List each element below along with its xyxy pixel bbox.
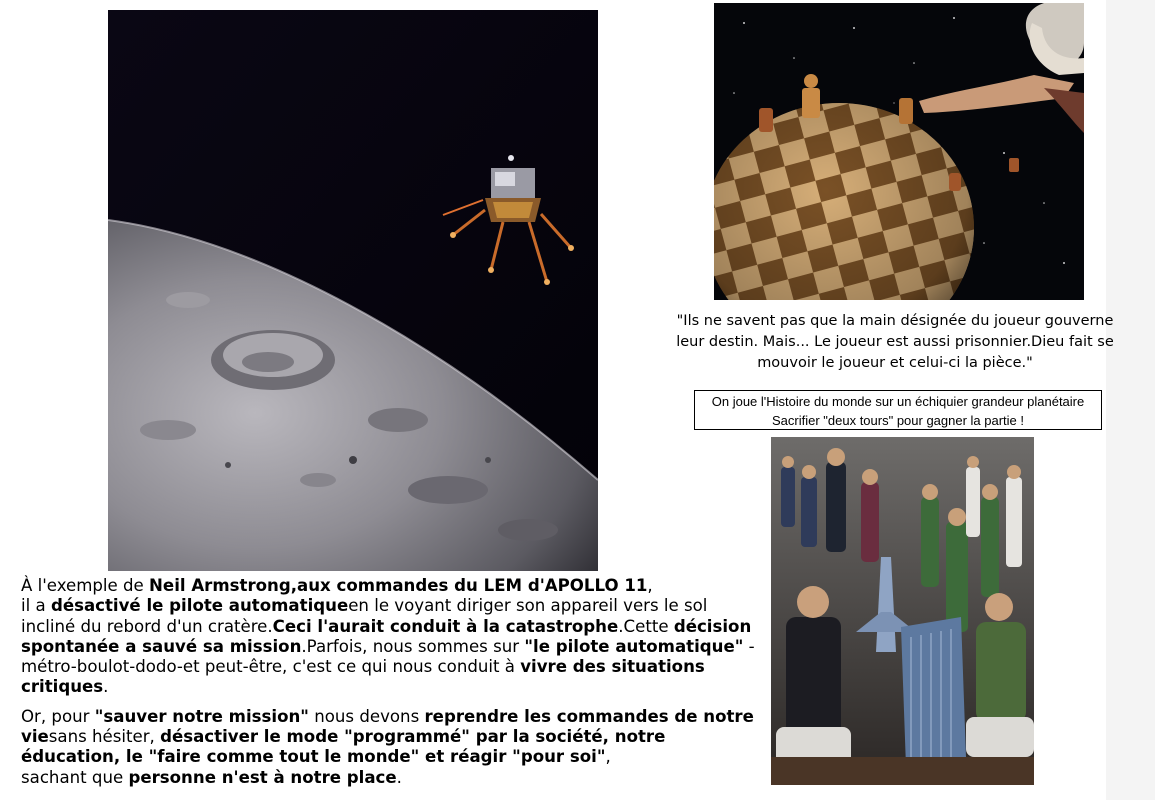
article-body xyxy=(21,576,761,797)
bold-fragment: désactiver le mode "programmé" par la société, notre éducation, le "faire comme tout le monde" et réagir "pour soi" xyxy=(21,727,666,767)
bold-fragment: "sauver notre mission" xyxy=(94,706,309,726)
chess-quote: "Ils ne savent pas que la main désignée du joueur gouverne leur destin. Mais... Le joueur est aussi prisonnier.Dieu fait se mouvoir le joueur et celui-ci la pièce." xyxy=(676,313,1114,371)
moon-lem-photo xyxy=(108,10,598,571)
text-fragment: en le voyant diriger son appareil vers le sol incliné du rebord d'un cratère. xyxy=(21,596,708,636)
text-fragment: . xyxy=(396,767,402,787)
bold-fragment: vivre des situations critiques xyxy=(21,657,705,697)
paragraph-mission xyxy=(21,707,761,788)
bold-fragment: personne n'est à notre place xyxy=(128,767,397,787)
caption-line-2: Sacrifier "deux tours" pour gagner la partie ! xyxy=(771,413,1025,428)
bold-fragment: décision spontanée a sauvé sa mission xyxy=(21,616,752,656)
bold-fragment: reprendre les commandes de notre vie xyxy=(21,706,754,747)
caption-box xyxy=(694,390,1102,430)
text-fragment: Or, pour xyxy=(21,706,95,726)
text-fragment: -métro-boulot-dodo-et peut-être, c'est ce qui nous conduit à xyxy=(21,636,755,677)
text-fragment: À l'exemple de xyxy=(21,576,150,595)
text-fragment: . xyxy=(103,677,109,697)
text-fragment: .Cette xyxy=(618,616,674,636)
text-fragment: nous devons xyxy=(308,706,425,726)
caption-line-1: On joue l'Histoire du monde sur un échiquier grandeur planétaire xyxy=(711,394,1085,409)
text-fragment: .Parfois, nous sommes sur xyxy=(301,636,525,656)
paragraph-armstrong xyxy=(21,576,761,698)
text-fragment: sans hésiter, xyxy=(48,727,161,747)
text-fragment: , xyxy=(605,747,611,767)
text-fragment: sachant que xyxy=(21,767,129,787)
bold-fragment: Neil Armstrong,aux commandes du LEM d'APOLLO 11 xyxy=(149,576,648,595)
text-fragment: , xyxy=(647,576,653,595)
bold-fragment: Ceci l'aurait conduit à la catastrophe xyxy=(272,616,619,636)
chess-planet-photo xyxy=(714,3,1084,300)
bold-fragment: désactivé le pilote automatique xyxy=(50,596,349,616)
bold-fragment: "le pilote automatique" xyxy=(524,636,744,656)
text-fragment: il a xyxy=(21,596,51,616)
page-margin-strip xyxy=(1106,0,1155,800)
chess-figurines-photo xyxy=(771,437,1034,785)
